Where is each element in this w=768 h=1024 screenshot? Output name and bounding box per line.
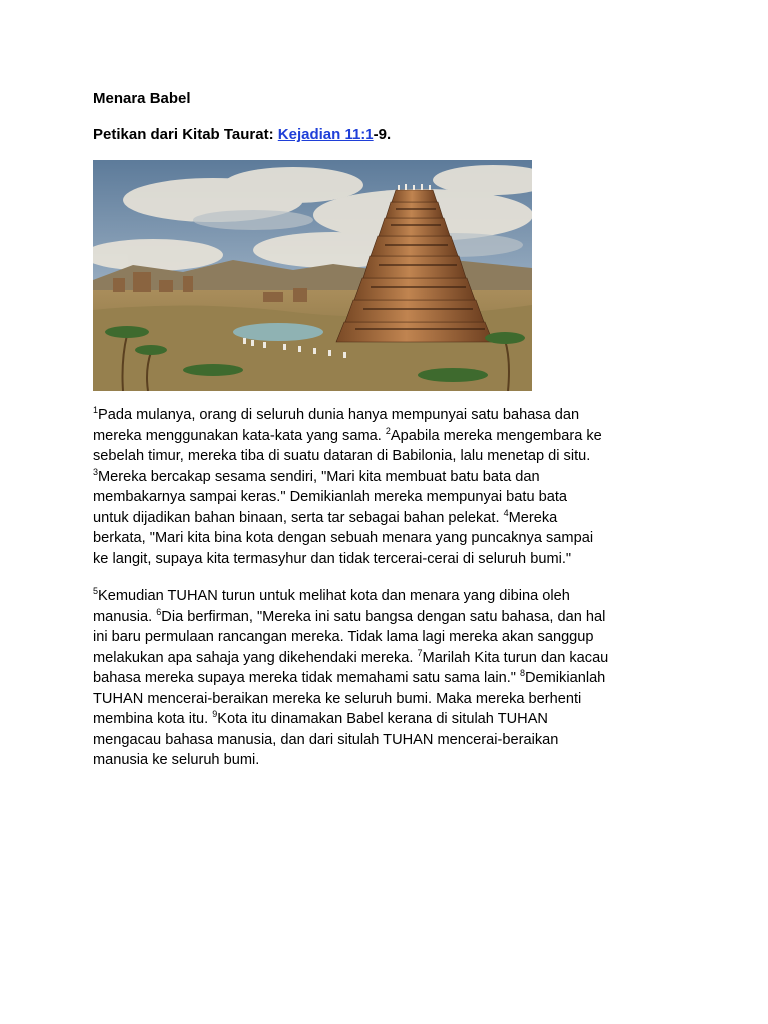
text-line [93,586,683,607]
text-line [93,730,683,751]
text-line [93,508,683,529]
document-title: Menara Babel [93,90,191,107]
verse-text: bahasa mereka supaya mereka tidak memahami satu sama lain." [93,670,520,686]
verse-number: 3 [93,466,99,477]
verse-number: 6 [156,606,162,617]
verse-number: 2 [385,425,391,436]
verse-number: 8 [519,668,525,678]
verse-number: 4 [503,507,509,518]
tower-of-babel-illustration [93,160,532,391]
verse-text: Dia berfirman, "Mereka ini satu bangsa dengan satu bahasa, dan hal [161,608,606,625]
text-line [93,426,683,447]
verse-text: Kota itu dinamakan Babel kerana di situlah TUHAN [217,711,548,727]
verse-text: Apabila mereka mengembara ke [390,427,602,444]
verse-text: mereka menggunakan kata-kata yang sama. [93,427,386,444]
verse-text: untuk dijadikan bahan binaan, serta tar sebagai bahan pelekat. [93,509,504,526]
text-line [93,648,683,669]
text-line [93,668,683,689]
text-line [93,750,683,771]
subtitle-suffix: -9. [373,126,392,143]
verse-text: membina kota itu. [93,711,213,727]
verse-text: Marilah Kita turun dan kacau [422,649,609,666]
text-line [93,709,683,730]
verse-number: 9 [212,709,218,719]
verse-text: sebelah timur, mereka tiba di suatu dataran di Babilonia, lalu menetap di situ. [93,448,591,464]
text-line [93,446,683,467]
verse-text: Mereka [508,509,558,526]
text-line [93,528,683,549]
paragraph-1 [93,405,683,569]
verse-number: 1 [93,405,99,415]
scripture-link[interactable]: Kejadian 11:1 [277,126,374,143]
verse-text: melakukan apa sahaja yang dikehendaki mereka. [93,649,418,666]
tower-of-babel-image [93,160,532,391]
text-line [93,549,683,570]
verse-text: Demikianlah [525,670,606,686]
text-line [93,487,683,508]
text-line [93,405,683,426]
verse-text: berkata, "Mari kita bina kota dengan sebuah menara yang puncaknya sampai [93,530,594,546]
text-line [93,467,683,488]
verse-text: ini baru permulaan rancangan mereka. Tidak lama lagi mereka akan sanggup [93,629,594,645]
verse-text: Pada mulanya, orang di seluruh dunia hanya mempunyai satu bahasa dan [98,407,580,423]
text-line [93,627,683,648]
verse-text: Mereka bercakap sesama sendiri, "Mari kita membuat batu bata dan [98,468,540,485]
subtitle-prefix: Petikan dari Kitab Taurat: [93,126,278,143]
document-subtitle [93,126,391,143]
verse-text: manusia. [93,608,157,625]
verse-text: Kemudian TUHAN turun untuk melihat kota dan menara yang dibina oleh [98,588,570,604]
verse-text: membakarnya sampai keras." Demikianlah mereka mempunyai batu bata [93,489,568,505]
verse-text: mengacau bahasa manusia, dan dari situlah TUHAN mencerai-beraikan [93,731,559,748]
text-line [93,607,683,628]
paragraph-2 [93,586,683,771]
verse-number: 7 [417,647,423,658]
verse-number: 5 [93,586,99,596]
verse-text: manusia ke seluruh bumi. [93,752,260,768]
verse-text: ke langit, supaya kita termasyhur dan tidak tercerai-cerai di seluruh bumi." [93,550,572,567]
verse-text: TUHAN mencerai-beraikan mereka ke seluruh bumi. Maka mereka berhenti [93,690,582,707]
text-line [93,689,683,710]
